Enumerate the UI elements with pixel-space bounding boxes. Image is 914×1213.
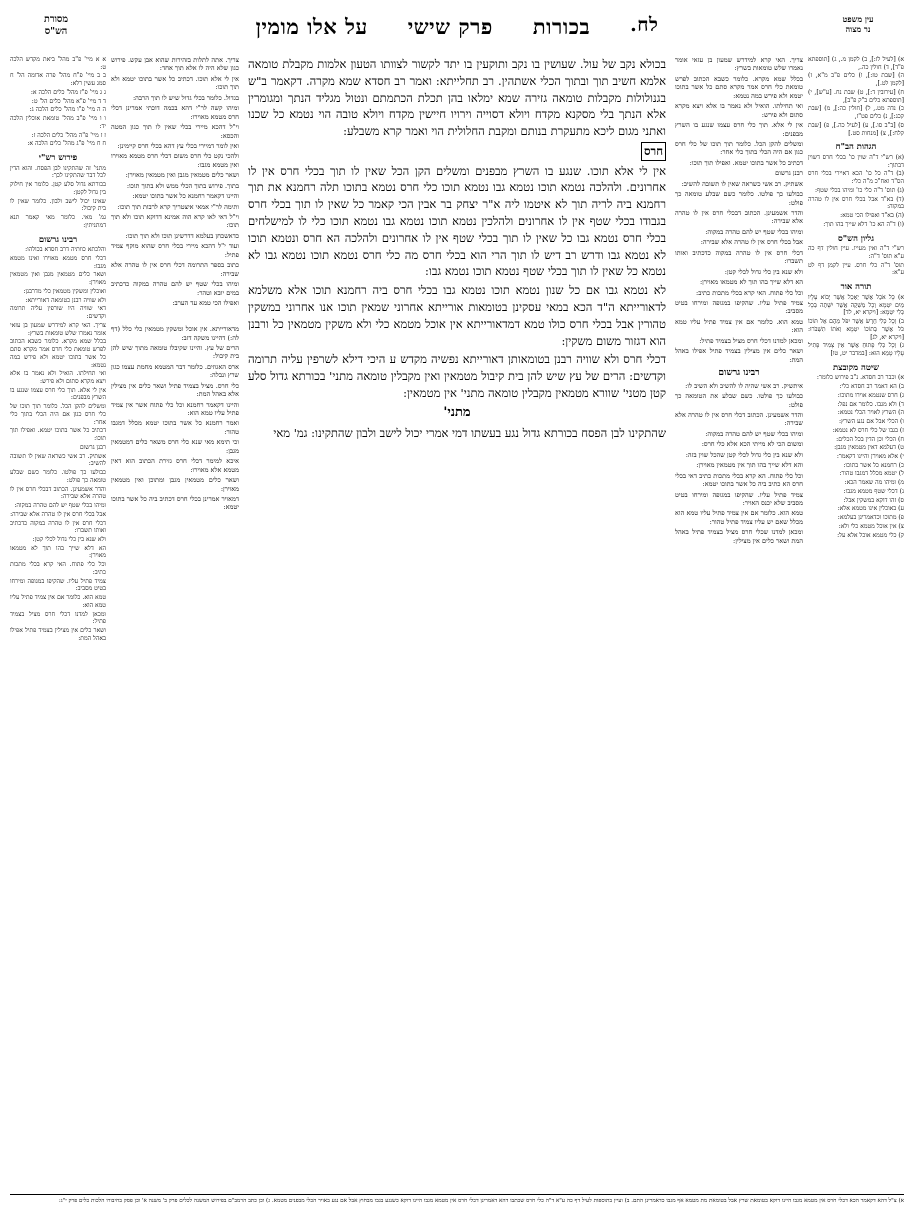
mid-commentary-paragraph: הרים של עץ. והיינו שקיבלו טומאה מתוך שיש להן בית קיבול: bbox=[111, 343, 239, 361]
rashi-paragraph: ומיהו בכלי שטף יש להם טהרה במקוה: bbox=[705, 227, 803, 236]
rashi-paragraph: אבל בכלי חרס אין לו טהרה אלא שבירה: bbox=[700, 238, 803, 247]
torah-or-title: תורה אור bbox=[840, 281, 872, 292]
talmud-section: דכלי חרס ולא שוויה רבנן בטומאותן דאורייתא נפשיה מקדש ע היכי דילא לשרפין עליה תרומה וקדשים: הרים של עץ שיש להן בית קיבול מטמאין ואין מקבלין טומאה מתני' בכורתא גדול סלע קטן מטני' שוורא מטמאין מקבלין טומאה מתני' אין מטמאין: bbox=[248, 352, 666, 400]
far-left-paragraph: דאי שוויה היו שורפין עליה תרומה וקדשים: bbox=[10, 305, 106, 321]
shita-item: נ) דכלי שטף מטמא מגבו: bbox=[843, 487, 904, 495]
shita-item: ל) יטמא מכלל דמגבו טהור: bbox=[839, 470, 904, 478]
rashi-paragraph: הא דלא שייך בהו תוך לא מטמאו מאוירן: bbox=[699, 278, 803, 287]
rashi-paragraph: דכלי חרס אין לו טהרה במקוה כדכתיב ואותו תשברו: bbox=[675, 248, 803, 266]
shita-item: ק) כלי מטמא אוכל אלא על: bbox=[837, 531, 904, 539]
ein-mishpat-column bbox=[10, 56, 106, 1096]
mid-commentary-paragraph: והיינו דקאמר רחמנא וכל כלי פתוח אשר אין צמיד פתיל עליו טמא הוא: bbox=[111, 400, 239, 417]
rashi-section-title: פירוש רש"י bbox=[38, 152, 78, 163]
rashi-paragraph: ואי תחילתו. הואיל ולא נאמר בו אלא ויצא מקרא סתום ולא פירש: bbox=[675, 102, 803, 119]
shita-item: ד) ולא מגבו. כלומר אם נפל: bbox=[837, 400, 904, 408]
hagahot-item: (ו) ד"ה הא כו' דלא שייך בהו תוך: bbox=[823, 220, 904, 228]
chapter-number: פרק שישי bbox=[407, 14, 493, 39]
shita-item: י) אלא מאוירן והיינו דקאמר: bbox=[836, 453, 904, 460]
far-left-paragraph: דכלי חרס אין לו טהרה במקוה כדכתיב ואותו תשברו: bbox=[10, 519, 106, 535]
tosafot-paragraph: ומיהו בכלי שטף יש להם טהרה במקוה כדכתיב במים יובא וטהר: bbox=[111, 280, 239, 297]
far-left-paragraph: ומכאן למדנו דכלי חרס מציל בצמיד פתיל: bbox=[10, 610, 106, 626]
far-left-paragraph: ומיהו בכלי שטף יש להם טהרה במקוה: bbox=[14, 502, 106, 510]
rashi-paragraph: והדר אשמעינן. הכתוב דבכלי חרס אין לו טהרה אלא שבירה: bbox=[675, 209, 803, 226]
masoret-title: מסורת bbox=[44, 14, 68, 25]
mishna-heading: מתני' bbox=[443, 404, 471, 420]
tosafot-paragraph: ותימה לר"י אמאי איצטריך קרא לרבות תוך תוכו: bbox=[117, 202, 239, 211]
shita-item: כ) רחמנא כל אשר בתוכו: bbox=[843, 461, 904, 469]
far-left-paragraph: הא דלא שייך בהו תוך לא מטמאו מאוירן: bbox=[10, 544, 106, 560]
talmud-section: שהתקינו לבן הפסח בכורתא גדול נגע בעשתו דמי אמרי יכול לישב ולבון שהתקינו: גמ' מאי bbox=[273, 425, 666, 440]
mid-commentary-paragraph: וכי תימא מאי שנא כלי חרס משאר כלים דמטמאין מגבן: bbox=[111, 438, 239, 455]
talmud-section-highlight bbox=[248, 142, 666, 161]
rashi-paragraph: כבולעו כך פולטו. כלומר כשם שבלע טומאה כך פולט: bbox=[675, 190, 803, 207]
hagahot-item: (ג) תוס' ד"ה כלי כו' ומיהו בכלי שטף: bbox=[814, 186, 904, 194]
masoret-subtitle: הש"ס bbox=[44, 26, 68, 38]
gilyon-item: רש"י ד"ה ואין מעייו. עיין חולין דף כה ע"א תוס' ד"ה: bbox=[808, 245, 904, 260]
far-left-paragraph: טמא הוא. כלומר אם אין צמיד פתיל עליו טמא הוא: bbox=[10, 594, 106, 609]
rashi-paragraph: רבנן גרשום bbox=[775, 169, 803, 178]
shita-item: ו) הכלי אבל אם נגע השרץ: bbox=[839, 418, 904, 426]
far-left-paragraph: גמ' מאי. כלומר מאי קאמר תנא דמתניתין: bbox=[10, 214, 106, 229]
masoret-note: ח) [עירובין ד:], ט) שבת נח. [ע"ש], י) [תוספתא כלים ב"ק פ"ב], bbox=[808, 88, 904, 104]
masoret-note: ה) [שבת טז:], ו) כלים פ"ב מ"א, ז) [לקמן לט.], bbox=[808, 72, 904, 88]
highlighted-word: חרס bbox=[641, 142, 666, 161]
page-header bbox=[10, 14, 904, 54]
rashi-paragraph: בכלל שמא מקרא. כלומר כשבא הכתוב לפרש טומאת כלי חרס אמר מקרא סתם כל אשר בתוכו יטמא ולא פירש במה נטמא: bbox=[675, 74, 803, 100]
mid-commentary-paragraph: ואמר רחמנא כל אשר בתוכו יטמא מכלל דמגבו טהור: bbox=[111, 419, 239, 436]
shita-item: ג) חרס שנטמא אוירו מתוכו: bbox=[837, 391, 904, 399]
far-left-paragraph: ואוכלין ומשקין מטמאין כלי מדרבנן: bbox=[23, 287, 106, 295]
rashi-paragraph: צמיד פתיל עליו. שהקיפו במגופה ומירחו בטיט מסביב: bbox=[675, 298, 803, 316]
rashi-paragraph: אין לי אלא. תוך כלי חרס עצמו שנגע בו השרץ מבפנים: bbox=[675, 121, 803, 138]
shita-item: מ) ומיהו מה שאמר הכא: bbox=[844, 479, 904, 487]
far-left-paragraph: דכתיב כל אשר בתוכו יטמא. ואפילו תוך תוכו: bbox=[10, 427, 106, 443]
tosafot-paragraph: ואפילו הכי טמא עד הערב: bbox=[172, 298, 239, 307]
masoret-note: א) [לעיל לז:], ב) לקמן מ., ג) [תוספתא פ"ד], ד) חולין כה., bbox=[808, 56, 904, 71]
far-left-paragraph: רבנן גרשום bbox=[79, 443, 106, 451]
far-left-paragraph: צריך. האי קרא למידרש שמעון בן עזאי אומר נאמרו שלש טומאות בשרץ: bbox=[10, 321, 106, 337]
far-left-paragraph: והלכתא כוותיה דרב חסדא בכולהו: bbox=[25, 246, 106, 254]
ein-mishpat-item: ז ז מיי' פ"ה מהל' כלים הלכה ז: bbox=[31, 131, 106, 139]
tosafot-paragraph: צריך. אתה לתלות בזהירות שהוא אבן עקש. פירוש כגון שלא היה לו אלא תוך אחד: bbox=[111, 56, 239, 73]
tosafot-paragraph: ועוד י"ל דהכא מיירי בכלי חרס שהוא מוקף צמיד פתיל: bbox=[111, 242, 239, 259]
masoret-note: ס) [ב"ב סו.], ע) [לעיל כה.], פ) [שבת קלח:], צ) [מנחות סט.] bbox=[808, 121, 904, 137]
hagahot-item: (ד) בא"ד אבל בכלי חרס אין לו טהרה במקוה: bbox=[808, 195, 904, 211]
masoret-column bbox=[808, 56, 904, 1096]
tosafot-paragraph: ושאר כלים מטמאין מגבן ואין מטמאין מאוירן: bbox=[125, 171, 239, 180]
rabbenu-gershom-paragraph: איתשיק. רב אשי שהיה לו להשיב ולא השיב לו: bbox=[685, 381, 803, 390]
far-left-paragraph: וכל כלי פתוח. האי קרא בכלי מתכות כתיב: bbox=[10, 561, 106, 576]
tosafot-column bbox=[111, 56, 239, 1096]
shita-item: פ) מתוכו וכדאמרינן בעלמא: bbox=[837, 514, 904, 522]
far-left-paragraph: ושאר כלים אין מצילין בצמיד פתיל אפילו באהל המת: bbox=[10, 627, 106, 642]
ein-mishpat-item: ה ה מיי' פ"ו מהל' כלים הלכה ג: bbox=[29, 106, 106, 114]
tosafot-paragraph: וי"ל דאי לאו קרא הוה אמינא דדוקא תוכו ולא תוך תוכו: bbox=[111, 213, 239, 230]
rashi-paragraph: ומכאן למדנו דכלי חרס מציל בצמיד פתיל: bbox=[699, 336, 803, 345]
mid-commentary-paragraph: ושאר כלים מטמאין מגבן ומתוכן ואין מטמאין מאוירן: bbox=[111, 476, 239, 493]
talmud-section: לא נטמא גבו אם כל שנון נטמא תוכו נטמא גבו בכלי חרס ביה רחמנא תוכו אלא משלמא לדאורייתא ה"ד הכא במאי עסקינן בטומאות אורייתא אחרוני שמאין תוכו אנו אחרוני במשקין טהורין אבל בכלי חרס כולו טמא דמדאורייתא אין אוכל מטמא כלי ולא משקין מטמאין כל ורבנן הוא דגזור משום משקין: bbox=[248, 283, 666, 348]
tosafot-paragraph: והיינו דקאמר רחמנא כל אשר בתוכו יטמא: bbox=[132, 192, 239, 201]
shita-item: ח) הכלי וכן הדין בכל הכלים: bbox=[836, 435, 904, 443]
gilyon-item: תוס' ד"ה כלי חרס. עיין לקמן דף לט ע"א: bbox=[808, 261, 904, 277]
hagahot-item: (ב) ד"ה כל כו' הכא דאיירי בכלי חרס הס"ד ואח"כ מ"ה כלי: bbox=[808, 170, 904, 186]
masoret-header bbox=[10, 14, 102, 39]
far-left-paragraph: והדר אשמעינן. הכתוב דבכלי חרס אין לו טהרה אלא שבירה: bbox=[10, 485, 106, 501]
page-body bbox=[10, 56, 904, 1096]
shita-item: ב) הא דאמר רב חסדא כלי: bbox=[839, 383, 904, 391]
shita-item: ס) זהו דוקא במשקין אבל: bbox=[843, 496, 904, 504]
rashi-paragraph: וכל כלי פתוח. האי קרא בכלי מתכות כתיב: bbox=[696, 288, 803, 297]
mid-commentary-paragraph: איכא למימר דכלי חרס גזירת הכתוב הוא דאין מטמא אלא מאוירו: bbox=[111, 457, 239, 474]
far-left-paragraph: בכלל שמא מקרא. כלומר כשבא הכתוב לפרש טומאת כלי חרס אמר מקרא סתם כל אשר בתוכו יטמא ולא פירש במה נטמא: bbox=[10, 338, 106, 369]
shita-item: ע) באוכלין אינו מטמא אלא: bbox=[837, 505, 904, 513]
rabbenu-gershom-paragraph: והא דלא שייך בהו תוך אין מטמאין מאוירן: bbox=[696, 461, 803, 470]
folio-letter: לח. bbox=[630, 14, 659, 36]
rabbenu-gershom-paragraph: והדר אשמעינן. הכתוב דכלי חרס אין לו טהרה אלא שבירה: bbox=[675, 411, 803, 428]
ein-mishpat-subtitle: נר מצוה bbox=[845, 24, 871, 35]
tosafot-paragraph: בגדול. כלומר בכלי גדול שיש לו תוך הרבה: bbox=[132, 93, 239, 102]
ein-mishpat-title: עין משפט bbox=[842, 14, 874, 24]
shita-item: א) וכבר רב חסדא. נ"ב פירוש כלומר: bbox=[816, 374, 904, 382]
mid-commentary-paragraph: מדאורייתא. אין אוכל ומשקין מטמאין כלי כלל (דף לה:) דהיינו משקה דזב: bbox=[111, 325, 239, 342]
tosafot-paragraph: אין לי אלא תוכו. דכתיב כל אשר בתוכו יטמא ולא תוך תוכו: bbox=[111, 74, 239, 92]
far-left-paragraph: דכלי חרס מטמא מאוירו ואינו מטמא מגבו: bbox=[10, 255, 106, 270]
rashi-paragraph: דכתיב כל אשר בתוכו יטמא. ואפילו תוך תוכו: bbox=[689, 158, 803, 167]
rashi-paragraph: ומשלים להקן הכל. כלומר תוך תוכו של כלי חרס כגון אם היה הכלי בתוך כלי אחר: bbox=[675, 139, 803, 157]
rabbenu-gershom-paragraph: ולא שנא בין כלי גדול לכלי קטן שהכל שוין בזה: bbox=[685, 450, 803, 459]
far-left-paragraph: ואי תחילתו. הואיל ולא נאמר בו אלא ויצא מקרא סתום ולא פירש: bbox=[10, 370, 106, 386]
tosafot-paragraph: ומיהו קשה לר"י דהא בכמה דוכתי אמרינן דכלי חרס מטמא מאוירו: bbox=[111, 104, 239, 121]
rashi-paragraph: אשתיק. רב אשי כשראה שאין לו תשובה להשיב: bbox=[681, 179, 803, 188]
torah-or-item: ב) וְכָל כְּלִי חֶרֶשׂ אֲשֶׁר יִפֹּל מֵהֶם אֶל תּוֹכוֹ כֹּל אֲשֶׁר בְּתוֹכוֹ יִטְמָא וְאֹתוֹ תִשְׁבֹּרוּ: [ויקרא יא, לג] bbox=[808, 318, 904, 341]
shita-mekubetzet-title: שיטה מקובצת bbox=[832, 361, 880, 372]
main-talmud-text bbox=[244, 56, 670, 1096]
rashi-paragraph: ולא שנא בין כלי גדול לכלי קטן: bbox=[724, 267, 803, 276]
ein-mishpat-item: ח ח מיי' פ"ג מהל' כלים הלכה א: bbox=[27, 140, 106, 148]
tosafot-paragraph: כדאשכחן בעלמא דדרשינן תוכו ולא תוך תוכו: bbox=[125, 231, 239, 240]
footnote-strip: א) צ"ל דהא דקאמר הכא דכלי חרס אין מטמא מגבו היינו דוקא בטומאת שרץ אבל בטומאת מת מטמא אף מגבו כדאמרינן התם. ב) ועיין בתוספות לעיל דף כה ע"א ד"ה כלי חרס שכתבו דהא דאמרינן דכלי חרס אין מטמא מגבו היינו דוקא כשנגע בגבו מבחוץ אבל אם נגע באויר הכלי מבפנים מטמא. ג) וכן כתב הרמב"ם בפירוש המשנה לכלים פרק ב' משנה א' וכן פסק בחיבורו הלכות כלים פרק י"ג: bbox=[10, 1194, 904, 1205]
rabbenu-gershom-paragraph: ומשום הכי לא מייתי הכא אלא כלי חרס: bbox=[701, 440, 803, 449]
torah-or-item: ג) וְכָל כְּלִי פָתוּחַ אֲשֶׁר אֵין צָמִיד פָּתִיל עָלָיו טָמֵא הוּא: [במדבר יט, טו] bbox=[808, 342, 904, 357]
far-left-paragraph: ושאר כלים מטמאין מגבן ואין מטמאין מאוירן: bbox=[10, 271, 106, 287]
rabbenu-gershom-left-title: רבינו גרשום bbox=[38, 233, 78, 244]
talmud-section: בכולא נקב של עול. שעושין בו נקב ותוקעין בו יתד לקשור לצוותו הטעון אלמות מקבלת טומאה אלמא חשיב תוך ובתוך הכלי אשתהין. רב תחלייתא: ואמר רב חסדא שמא מקרה. דקאמר ב"ש בגנולולות מקבלות טומאה גזירה שמא ימלאו בהן תכלת הכתמתם ונטול מגליד הנתך ומגומרין אלא הנתך בלי מסקנא מקדח ויולא דסוייה וירויו חיישין מקדח ויולא טובה הוי נטמא כל שכנו ואתני מגום ליכא מתעקרת בנותם ומקבת החלולית הוי ואמר קרא משבלע: bbox=[248, 57, 666, 139]
tosafot-paragraph: ואין לומר דמיירי בכלי עץ דהא בכלי חרס קיימינן: bbox=[117, 141, 239, 150]
far-left-paragraph: בכורתא גדול סלע קטן. כלומר אין חילוק בין גדול לקטן: bbox=[10, 181, 106, 196]
far-left-paragraph: אשתיק. רב אשי כשראה שאין לו תשובה להשיב: bbox=[10, 452, 106, 468]
far-left-paragraph: אין לי אלא. תוך כלי חרס עצמו שנגע בו השרץ מבפנים: bbox=[10, 386, 106, 402]
far-left-paragraph: מתני' זה שהתקינו לבן הפסח. והוא הדין לכל דבר שהתקינו לכך: bbox=[10, 164, 106, 180]
far-left-paragraph: אבל בכלי חרס אין לו טהרה אלא שבירה: bbox=[10, 510, 106, 518]
rabbenu-gershom-title: רבינו גרשום bbox=[718, 368, 760, 378]
far-left-paragraph: צמיד פתיל עליו. שהקיפו במגופה ומירחו בטיט מסביב: bbox=[10, 577, 106, 593]
shita-item: ה) השרץ לאויר הכלי נטמא: bbox=[837, 409, 904, 417]
tosafot-paragraph: בתוך. פירוש בתוך הכלי ממש ולא בתוך תוכו: bbox=[126, 181, 239, 190]
rashi-paragraph: טמא הוא. כלומר אם אין צמיד פתיל עליו טמא הוא: bbox=[675, 317, 803, 335]
rabbenu-gershom-paragraph: צמיד פתיל עליו. שהקיפו במגופה ומירחו בטיט מסביב שלא יכנס האויר: bbox=[675, 490, 803, 507]
far-left-paragraph: שאינו יכול לישב ולבון. כלומר שאין לו בית קיבול: bbox=[10, 197, 106, 213]
rabbenu-gershom-paragraph: כבולעו כך פולטו. כשם שבלע את הטומאה כך פולט: bbox=[675, 392, 803, 409]
rabbenu-gershom-paragraph: טמא הוא. כלומר אם אין צמיד פתיל עליו טמא הוא מכלל שאם יש עליו צמיד פתיל טהור: bbox=[675, 509, 803, 526]
tosafot-paragraph: כתוב בספר התרומה דכלי חרס אין לו טהרה אלא שבירה: bbox=[111, 261, 239, 278]
masoret-note: כ) נדה מט., ל) [חולין כה:], מ) [שבת קכג:], נ) כלים פט"ז, bbox=[808, 105, 904, 121]
far-left-paragraph: ולא שוויה רבנן כטומאה דאורייתא: bbox=[25, 296, 106, 304]
far-left-paragraph: ומשלים להקן הכל. כלומר תוך תוכו של כלי חרס כגון אם היה הכלי בתוך כלי אחר: bbox=[10, 403, 106, 426]
mid-commentary-paragraph: כלי חרס. מציל בצמיד פתיל ושאר כלים אין מצילין אלא באהל המת: bbox=[111, 381, 239, 399]
mid-commentary-title bbox=[111, 311, 239, 323]
ein-mishpat-item: ג ג מיי' פ"ז מהל' כלים הלכה א: bbox=[30, 88, 106, 96]
hagahot-item: (ה) בא"ד ואפילו הכי טמא: bbox=[840, 212, 904, 220]
rashi-column bbox=[675, 56, 803, 1096]
rabbenu-gershom-paragraph: ומיהו בכלי שטף יש להם טהרה במקוה: bbox=[705, 429, 803, 438]
ein-mishpat-item: ד ד מיי' פ"א מהל' כלים הל' ט: bbox=[31, 97, 106, 105]
ein-mishpat-item: א א מיי' פ"ב מהל' ביאת מקדש הלכה ט: bbox=[10, 56, 106, 71]
rashi-paragraph: צריך. האי קרא למידרש שמעון בן עזאי אומר נאמרו שלש טומאות בשרץ: bbox=[675, 56, 803, 73]
far-left-paragraph: כבולעו כך פולטו. כלומר כשם שבלע טומאה כך פולט: bbox=[10, 469, 106, 484]
tractate-name: בכורות bbox=[532, 14, 591, 39]
rabbenu-gershom-paragraph: ומכאן למדנו שכלי חרס מציל בצמיד פתיל באהל המת ושאר כלים אין מצילין: bbox=[675, 528, 803, 545]
mid-commentary-paragraph: ארס האגוזים. כלומר דבר המטמא מחמת עצמו כגון שרץ ונבלה: bbox=[111, 362, 239, 380]
chapter-title: על אלו מומין bbox=[255, 14, 368, 39]
tosafot-paragraph: ולהכי נקט כלי חרס משום דכלי חרס מטמא מאוירו ואין מטמא מגבו: bbox=[111, 152, 239, 169]
talmud-section: אין לי אלא תוכו. שנגע בו השרץ מבפנים ומשלים הקן הכל שאין לו תוך בכלי חרס אין לו אחרונים. ולהלכה נטמא תוכו נטמא גבו נטמא תוכו כלי חרס נטמא בתוכו תלה רחמנא את תוך רחמנא ביה לריה תוך לא איטמו ליה א"ר יצחק בר אבין הכי קאמר כל שאין לו תוך בכלי חרס בגבודו בכלי שטף אין לו אחרונים ולהלכין נטמא תוכו נטמא גבו נטמא תוכו כלי לו למישלחים בכלי חרס נטמא גבו כל שאין לו תוך בכלי שטף אין לו אחרונים ולהלכה הא חרס ונטמא תוכו לא נטמא גבו ודרש רב דיש לו תוך הרי הוא בכלי חרס מה כלי חרס נטמא תוכו נטמא גבו לא נטמא כל שאין לו תוך בכלי שטף נטמא תוכו נטמא גבו: bbox=[248, 163, 666, 279]
rashi-paragraph: ושאר כלים אין מצילין בצמיד פתיל אפילו באהל המת: bbox=[675, 347, 803, 364]
hagahot-habach-title: הגהות הב"ח bbox=[835, 141, 877, 152]
ein-mishpat-item: ב ב מיי' פ"ח מהל' פרה אדומה הל' ח סמג עשין רלא: bbox=[10, 72, 106, 88]
torah-or-item: א) כָּל אֹכֶל אֲשֶׁר יֵאָכֵל אֲשֶׁר יָבוֹא עָלָיו מַיִם יִטְמָא וְכָל מַשְׁקֶה אֲשֶׁר יִשָּׁתֶה בְּכָל כְּלִי יִטְמָא: [ויקרא יא, לד] bbox=[808, 293, 904, 317]
shita-item: צ) אין אוכל מטמא כלי ולא: bbox=[838, 522, 904, 530]
hagahot-item: (א) רש"י ד"ה שוין כו' בכלי חרס דשוין דבתוך: bbox=[808, 154, 904, 169]
tosafot-paragraph: וי"ל דהכא מיירי בכלי שאין לו תוך כגון המטה והכסא: bbox=[111, 123, 239, 140]
shita-item: ט) דעלמא דאין מטמאין מגבן: bbox=[834, 444, 904, 452]
mid-commentary-paragraph: דמאויר אמרינן בכלי חרס דכתיב ביה כל אשר בתוכו יטמא: bbox=[111, 494, 239, 512]
ein-mishpat-item: ו ו מיי' פ"ב מהל' טומאת אוכלין הלכה יד: bbox=[10, 115, 106, 130]
page-title bbox=[102, 14, 812, 40]
shita-item: ז) בגבו של כלי חרס לא נטמא: bbox=[832, 426, 904, 434]
ein-mishpat-header bbox=[812, 14, 904, 35]
gilyon-hashas-title: גליון הש"ס bbox=[838, 232, 874, 243]
far-left-paragraph: ולא שנא בין כלי גדול לכלי קטן: bbox=[32, 535, 106, 543]
rabbenu-gershom-paragraph: וכל כלי פתוח. הא קרא בכלי מתכות כתיב דאי בכלי חרס הא כתיב ביה כל אשר בתוכו יטמא: bbox=[675, 471, 803, 489]
